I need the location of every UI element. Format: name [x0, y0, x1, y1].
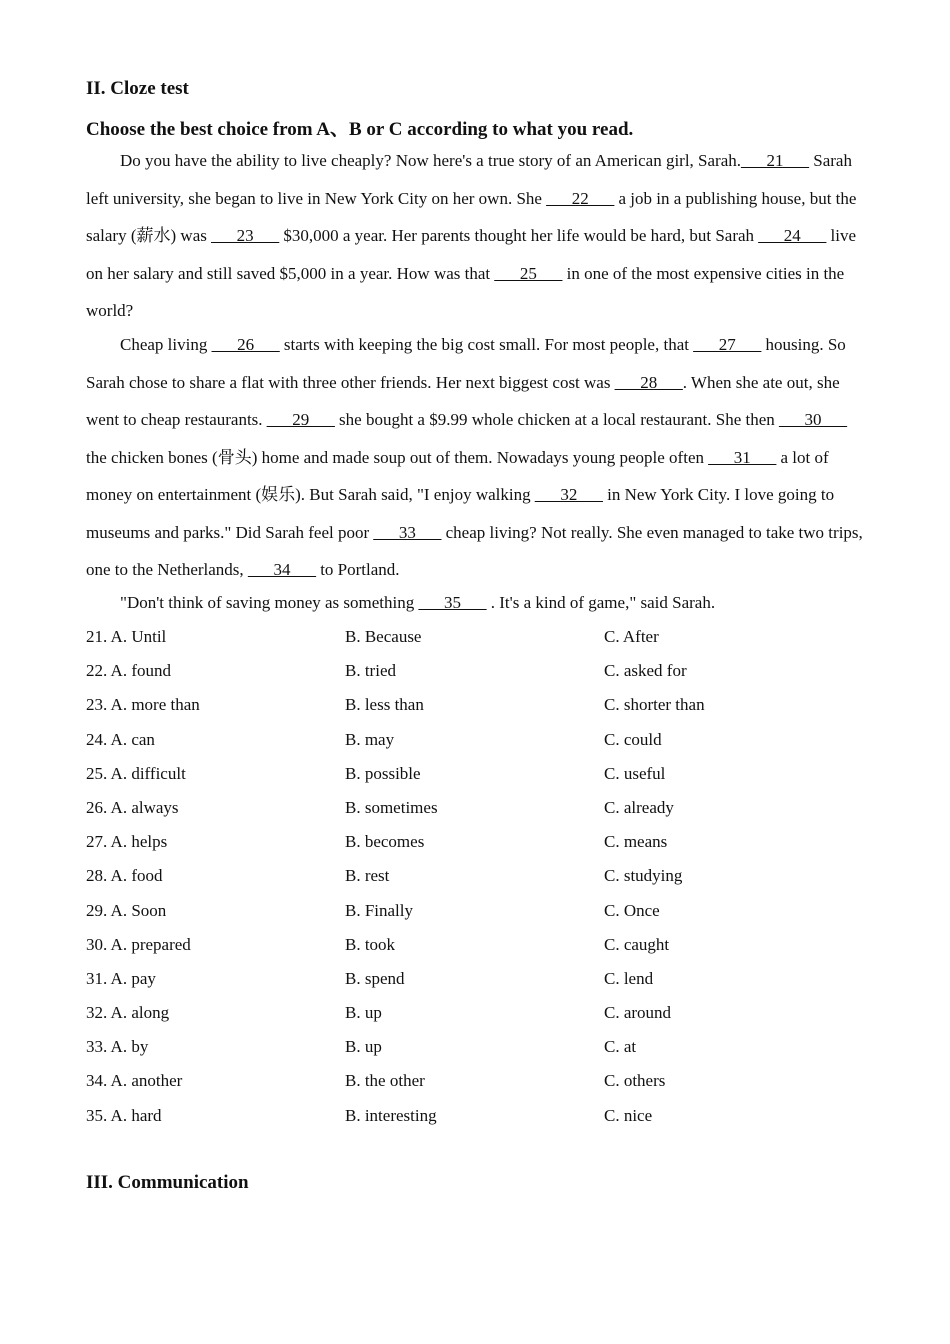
- passage-text: a lot of money on entertainment (娱乐). But Sarah said, "I enjoy walking: [86, 447, 829, 504]
- option-c: C. useful: [604, 764, 666, 783]
- option-c: C. caught: [604, 935, 670, 954]
- option-row-35: [86, 1106, 866, 1130]
- passage-text: a job in a publishing house, but the salary (薪水) was: [86, 188, 857, 245]
- blank-29: ___29___: [266, 410, 335, 429]
- option-c: C. nice: [604, 1106, 653, 1125]
- passage-text: . When she ate out, she went to cheap restaurants.: [86, 372, 840, 429]
- option-b: B. the other: [345, 1071, 425, 1090]
- blank-34: ___34___: [247, 560, 316, 579]
- option-row-29: [86, 901, 866, 925]
- option-b: B. may: [345, 730, 395, 749]
- passage-text: to Portland.: [315, 560, 400, 579]
- passage-paragraph-1: [86, 142, 866, 330]
- option-c: C. studying: [604, 866, 683, 885]
- option-c: C. asked for: [604, 661, 687, 680]
- blank-35: ___35___: [418, 593, 487, 612]
- option-b: B. spend: [345, 969, 405, 988]
- passage-text: Do you have the ability to live cheaply? Now here's a true story of an American girl, Sarah.: [120, 151, 742, 170]
- option-a: 35. A. hard: [86, 1106, 162, 1125]
- option-row-30: [86, 935, 866, 959]
- option-row-27: [86, 832, 866, 856]
- option-a: 23. A. more than: [86, 695, 200, 714]
- option-a: 32. A. along: [86, 1003, 170, 1022]
- option-a: 29. A. Soon: [86, 901, 167, 920]
- passage-text: $30,000 a year. Her parents thought her life would be hard, but Sarah: [279, 226, 759, 245]
- option-c: C. others: [604, 1071, 666, 1090]
- passage-text: cheap living? Not really. She even managed to take two trips, one to the Netherlands,: [86, 522, 863, 579]
- option-row-34: [86, 1071, 866, 1095]
- section-instruction: Choose the best choice from A、B or C according to what you read.: [86, 119, 634, 140]
- option-a: 28. A. food: [86, 866, 163, 885]
- option-c: C. could: [604, 730, 662, 749]
- blank-24: ___24___: [758, 226, 827, 245]
- option-row-25: [86, 764, 866, 788]
- option-b: B. up: [345, 1037, 382, 1056]
- option-a: 21. A. Until: [86, 627, 167, 646]
- blank-33: ___33___: [373, 522, 442, 542]
- blank-26: ___26___: [211, 335, 280, 354]
- passage-text: in New York City. I love going to museums and parks." Did Sarah feel poor: [86, 485, 835, 542]
- section-title-communication: III. Communication: [86, 1172, 249, 1193]
- blank-32: ___32___: [534, 485, 603, 504]
- option-b: B. interesting: [345, 1106, 437, 1125]
- passage-text: housing. So Sarah chose to share a flat with three other friends. Her next biggest cost was: [86, 335, 846, 392]
- option-row-33: [86, 1037, 866, 1061]
- passage-text: the chicken bones (骨头) home and made soup out of them. Nowadays young people often: [86, 447, 709, 467]
- option-b: B. took: [345, 935, 396, 954]
- option-b: B. possible: [345, 764, 421, 783]
- option-b: B. rest: [345, 866, 390, 885]
- option-a: 31. A. pay: [86, 969, 156, 988]
- blank-31: ___31___: [708, 447, 777, 467]
- option-row-21: [86, 627, 866, 651]
- option-a: 33. A. by: [86, 1037, 149, 1056]
- passage-text: live on her salary and still saved $5,000 in a year. How was that: [86, 226, 857, 283]
- option-b: B. less than: [345, 695, 424, 714]
- option-row-26: [86, 798, 866, 822]
- blank-22: ___22___: [546, 188, 615, 208]
- passage-text: she bought a $9.99 whole chicken at a local restaurant. She then: [334, 410, 780, 429]
- option-b: B. tried: [345, 661, 396, 680]
- passage-text: in one of the most expensive cities in the world?: [86, 263, 845, 320]
- passage-text: Sarah left university, she began to live in New York City on her own. She: [86, 151, 852, 208]
- blank-30: ___30___: [779, 410, 848, 429]
- option-a: 26. A. always: [86, 798, 179, 817]
- option-b: B. Finally: [345, 901, 414, 920]
- option-a: 34. A. another: [86, 1071, 183, 1090]
- option-c: C. around: [604, 1003, 672, 1022]
- option-row-32: [86, 1003, 866, 1027]
- option-a: 24. A. can: [86, 730, 155, 749]
- option-a: 22. A. found: [86, 661, 171, 680]
- passage-text: Cheap living: [120, 335, 212, 354]
- option-row-23: [86, 695, 866, 719]
- option-row-22: [86, 661, 866, 685]
- option-a: 27. A. helps: [86, 832, 168, 851]
- passage-paragraph-3: [86, 584, 866, 622]
- option-c: C. already: [604, 798, 674, 817]
- option-c: C. Once: [604, 901, 660, 920]
- blank-21: ___21___: [741, 151, 810, 170]
- option-c: C. lend: [604, 969, 654, 988]
- option-b: B. sometimes: [345, 798, 438, 817]
- option-a: 25. A. difficult: [86, 764, 186, 783]
- passage-text: "Don't think of saving money as something: [120, 593, 419, 612]
- option-row-28: [86, 866, 866, 890]
- blank-27: ___27___: [693, 335, 762, 354]
- option-c: C. shorter than: [604, 695, 705, 714]
- passage-text: starts with keeping the big cost small. For most people, that: [279, 335, 694, 354]
- blank-28: ___28___: [614, 372, 683, 392]
- option-row-31: [86, 969, 866, 993]
- option-c: C. at: [604, 1037, 637, 1056]
- blank-23: ___23___: [211, 226, 280, 245]
- section-title-cloze: II. Cloze test: [86, 78, 189, 99]
- option-b: B. Because: [345, 627, 422, 646]
- option-row-24: [86, 730, 866, 754]
- blank-25: ___25___: [494, 263, 563, 283]
- option-c: C. After: [604, 627, 659, 646]
- passage-paragraph-2: [86, 326, 866, 589]
- option-c: C. means: [604, 832, 668, 851]
- option-a: 30. A. prepared: [86, 935, 191, 954]
- passage-text: . It's a kind of game," said Sarah.: [486, 593, 716, 612]
- option-b: B. becomes: [345, 832, 425, 851]
- option-b: B. up: [345, 1003, 382, 1022]
